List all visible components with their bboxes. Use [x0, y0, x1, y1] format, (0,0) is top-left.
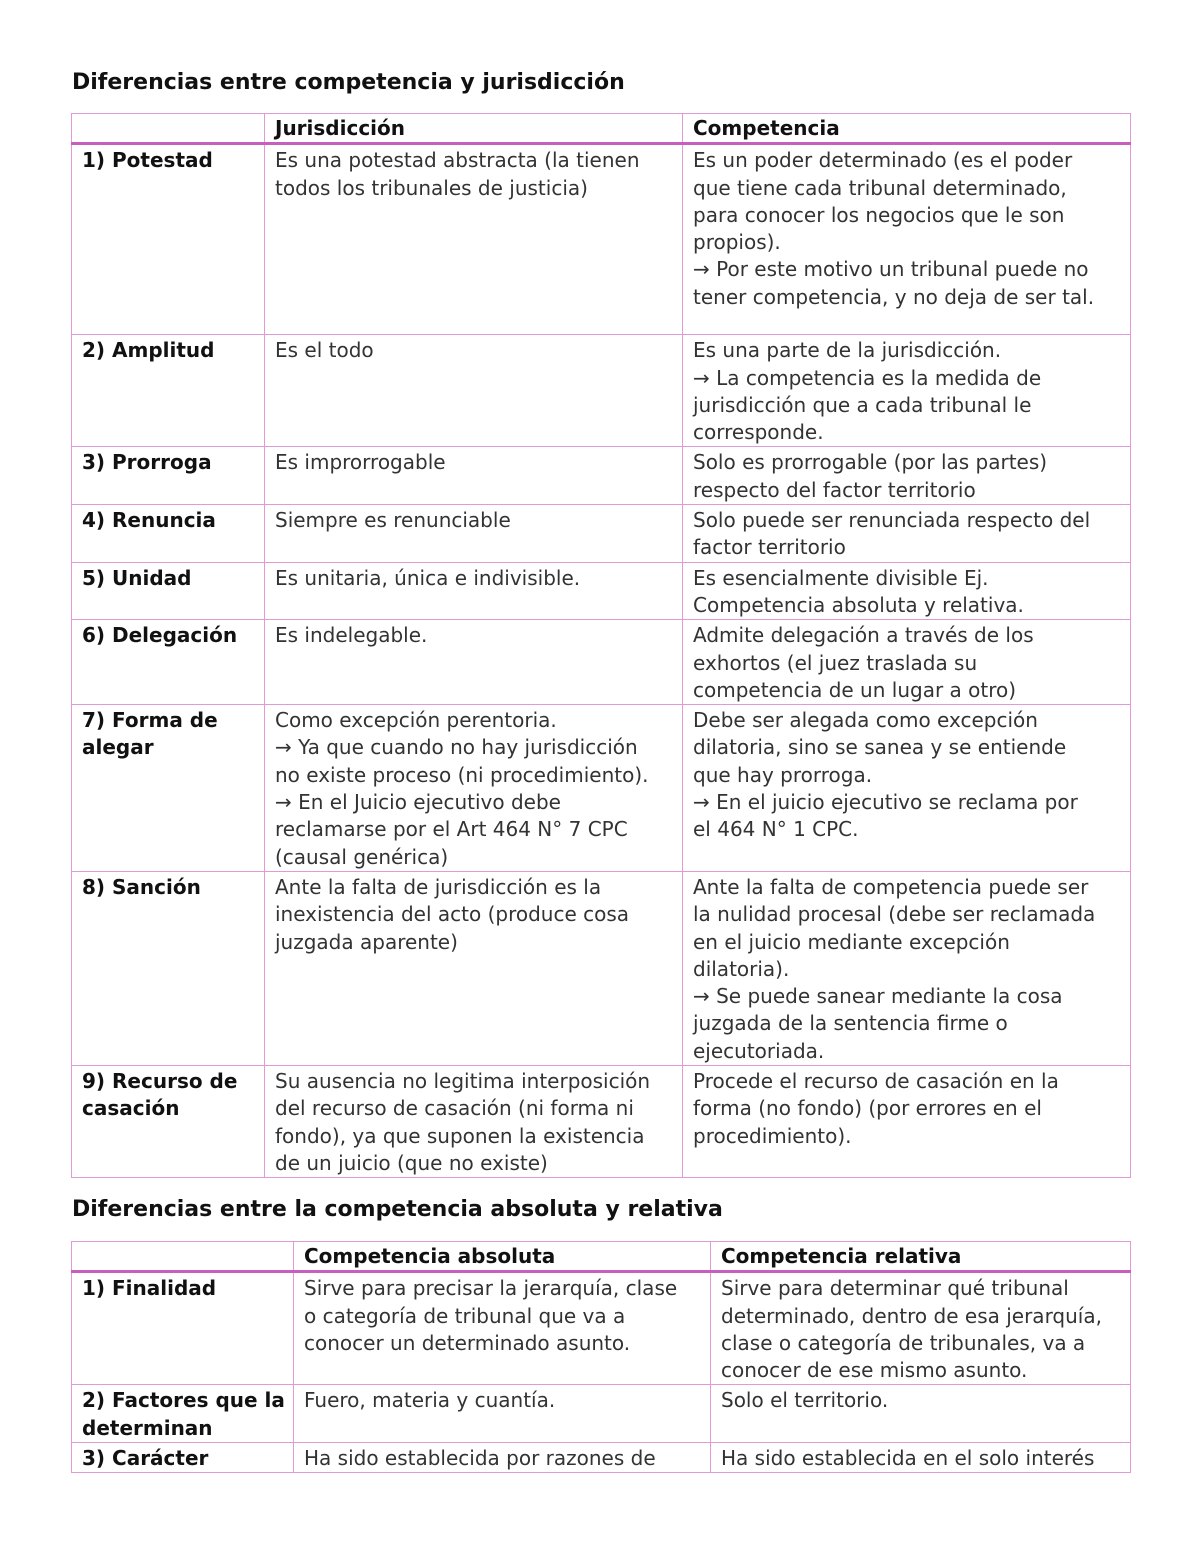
cell-jurisdiccion: Es unitaria, única e indivisible.: [265, 562, 683, 620]
cell-competencia-absoluta: Ha sido establecida por razones de: [294, 1443, 711, 1473]
cell-jurisdiccion: Es una potestad abstracta (la tienen todos los tribunales de justicia): [265, 144, 683, 335]
table-row: [72, 1272, 1131, 1385]
header-empty: [72, 1242, 294, 1272]
header-jurisdiccion: Jurisdicción: [265, 114, 683, 144]
header-competencia-absoluta: Competencia absoluta: [294, 1242, 711, 1272]
table-row: [72, 705, 1131, 872]
table-header-row: [72, 114, 1131, 144]
cell-jurisdiccion: Su ausencia no legitima interposición del recurso de casación (ni forma ni fondo), ya que suponen la existencia de un juicio (que no existe): [265, 1066, 683, 1178]
cell-jurisdiccion: Es indelegable.: [265, 620, 683, 705]
row-label: 1) Finalidad: [72, 1272, 294, 1385]
cell-competencia: Solo puede ser renunciada respecto del factor territorio: [683, 505, 1131, 563]
table-row: [72, 447, 1131, 505]
header-competencia: Competencia: [683, 114, 1131, 144]
cell-competencia: Debe ser alegada como excepción dilatoria, sino se sanea y se entiende que hay prorroga. → En el juicio ejecutivo se reclama por el 464 N° 1 CPC.: [683, 705, 1131, 872]
table-header-row: [72, 1242, 1131, 1272]
row-label: 3) Prorroga: [72, 447, 265, 505]
cell-competencia: Es una parte de la jurisdicción. → La competencia es la medida de jurisdicción que a cada tribunal le corresponde.: [683, 335, 1131, 447]
cell-competencia-relativa: Ha sido establecida en el solo interés: [711, 1443, 1131, 1473]
cell-competencia: Ante la falta de competencia puede ser la nulidad procesal (debe ser reclamada en el juicio mediante excepción dilatoria). → Se puede sanear mediante la cosa juzgada de la sentencia firme o ejecutoriada.: [683, 871, 1131, 1065]
header-empty: [72, 114, 265, 144]
row-label: 7) Forma de alegar: [72, 705, 265, 872]
table-row: [72, 144, 1131, 335]
table-row: [72, 505, 1131, 563]
row-label: 3) Carácter: [72, 1443, 294, 1473]
section-title-jurisdiccion: Diferencias entre competencia y jurisdicción: [72, 70, 625, 95]
cell-competencia-relativa: Solo el territorio.: [711, 1385, 1131, 1443]
cell-competencia: Admite delegación a través de los exhortos (el juez traslada su competencia de un lugar a otro): [683, 620, 1131, 705]
cell-jurisdiccion: Siempre es renunciable: [265, 505, 683, 563]
cell-competencia: Procede el recurso de casación en la forma (no fondo) (por errores en el procedimiento).: [683, 1066, 1131, 1178]
header-competencia-relativa: Competencia relativa: [711, 1242, 1131, 1272]
row-label: 6) Delegación: [72, 620, 265, 705]
table-row: [72, 620, 1131, 705]
row-label: 2) Factores que la determinan: [72, 1385, 294, 1443]
cell-competencia-absoluta: Sirve para precisar la jerarquía, clase o categoría de tribunal que va a conocer un determinado asunto.: [294, 1272, 711, 1385]
cell-jurisdiccion: Es el todo: [265, 335, 683, 447]
table-row: [72, 1066, 1131, 1178]
table-row: [72, 335, 1131, 447]
table-row: [72, 1443, 1131, 1473]
row-label: 4) Renuncia: [72, 505, 265, 563]
row-label: 1) Potestad: [72, 144, 265, 335]
cell-jurisdiccion: Es improrrogable: [265, 447, 683, 505]
cell-jurisdiccion: Como excepción perentoria. → Ya que cuando no hay jurisdicción no existe proceso (ni procedimiento). → En el Juicio ejecutivo debe reclamarse por el Art 464 N° 7 CPC (causal genérica): [265, 705, 683, 872]
comparison-table-competencia: [71, 1241, 1131, 1473]
cell-competencia-relativa: Sirve para determinar qué tribunal determinado, dentro de esa jerarquía, clase o categoría de tribunales, va a conocer de ese mismo asunto.: [711, 1272, 1131, 1385]
cell-jurisdiccion: Ante la falta de jurisdicción es la inexistencia del acto (produce cosa juzgada aparente): [265, 871, 683, 1065]
row-label: 9) Recurso de casación: [72, 1066, 265, 1178]
row-label: 8) Sanción: [72, 871, 265, 1065]
table-row: [72, 1385, 1131, 1443]
cell-competencia-absoluta: Fuero, materia y cuantía.: [294, 1385, 711, 1443]
row-label: 2) Amplitud: [72, 335, 265, 447]
section-title-competencia-absoluta-relativa: Diferencias entre la competencia absoluta y relativa: [72, 1197, 723, 1222]
cell-competencia: Es esencialmente divisible Ej. Competencia absoluta y relativa.: [683, 562, 1131, 620]
cell-competencia: Solo es prorrogable (por las partes) respecto del factor territorio: [683, 447, 1131, 505]
table-row: [72, 871, 1131, 1065]
table-row: [72, 562, 1131, 620]
cell-competencia: Es un poder determinado (es el poder que tiene cada tribunal determinado, para conocer los negocios que le son propios). → Por este motivo un tribunal puede no tener competencia, y no deja de ser tal.: [683, 144, 1131, 335]
comparison-table-jurisdiccion: [71, 113, 1131, 1178]
row-label: 5) Unidad: [72, 562, 265, 620]
